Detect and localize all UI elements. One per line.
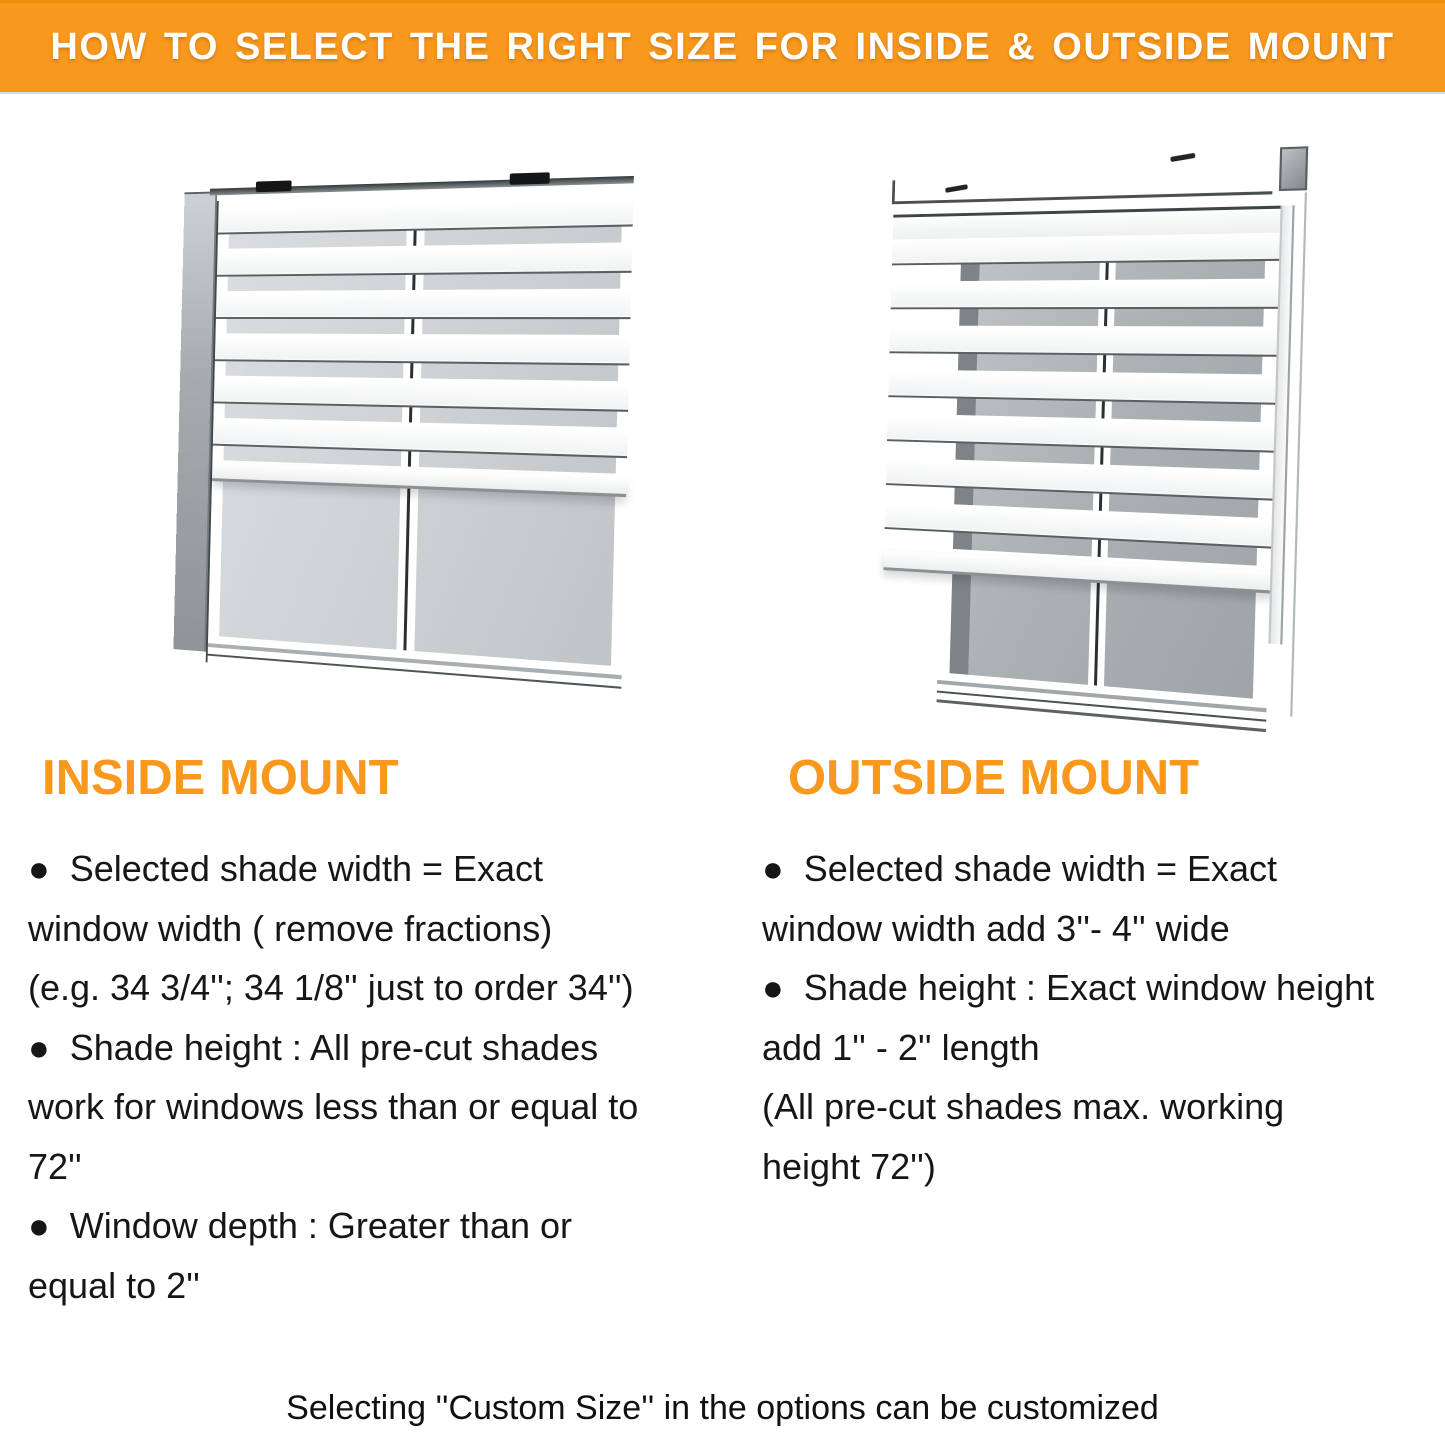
text-line: ● Window depth : Greater than or: [28, 1205, 573, 1246]
inside-mount-instructions: [28, 839, 728, 1315]
zebra-shade: [883, 205, 1284, 593]
screw-slot-icon: [945, 184, 968, 193]
inside-mount-window-diagram-icon: [166, 172, 618, 677]
text-line: add 1'' - 2'' length: [762, 1026, 1040, 1068]
outside-mount-instructions: [762, 839, 1442, 1196]
inside-mount-heading: INSIDE MOUNT: [42, 751, 399, 805]
outside-mount-heading: OUTSIDE MOUNT: [788, 751, 1200, 805]
zebra-shade-stripes: [212, 198, 633, 480]
inside-mount-scene: [173, 164, 634, 696]
text-line: ● Selected shade width = Exact: [28, 848, 544, 889]
page-title: HOW TO SELECT THE RIGHT SIZE FOR INSIDE & OUTSIDE MOUNT: [50, 26, 1395, 68]
text-line: ● Shade height : Exact window height: [762, 967, 1375, 1008]
mounting-bracket-clip-icon: [256, 180, 292, 192]
mounting-bracket-clip-icon: [510, 172, 550, 185]
screw-slot-icon: [1170, 153, 1195, 162]
text-line: ● Shade height : All pre-cut shades: [28, 1026, 599, 1068]
text-line: (e.g. 34 3/4''; 34 1/8'' just to order 34''): [28, 967, 634, 1008]
header-bar: [0, 0, 1445, 94]
footer-note: Selecting ''Custom Size'' in the options can be customized: [286, 1389, 1159, 1427]
text-line: work for windows less than or equal to: [28, 1086, 639, 1127]
text-line: ● Selected shade width = Exact: [762, 848, 1278, 889]
zebra-shade-stripes: [884, 233, 1284, 575]
wall-mount-line-end: [892, 180, 895, 203]
zebra-shade: [212, 190, 634, 498]
wall-mount-line: [892, 191, 1273, 204]
text-line: 72'': [28, 1145, 82, 1187]
text-line: window width ( remove fractions): [28, 907, 553, 949]
window-opening: [206, 190, 634, 697]
text-line: equal to 2'': [28, 1264, 200, 1306]
wall-bracket-icon: [1279, 146, 1308, 191]
outside-mount-scene: [878, 142, 1311, 745]
text-line: window width add 3''- 4'' wide: [762, 907, 1230, 949]
outside-mount-window-diagram-icon: [874, 150, 1294, 725]
text-line: height 72''): [762, 1145, 936, 1187]
text-line: (All pre-cut shades max. working: [762, 1086, 1285, 1127]
